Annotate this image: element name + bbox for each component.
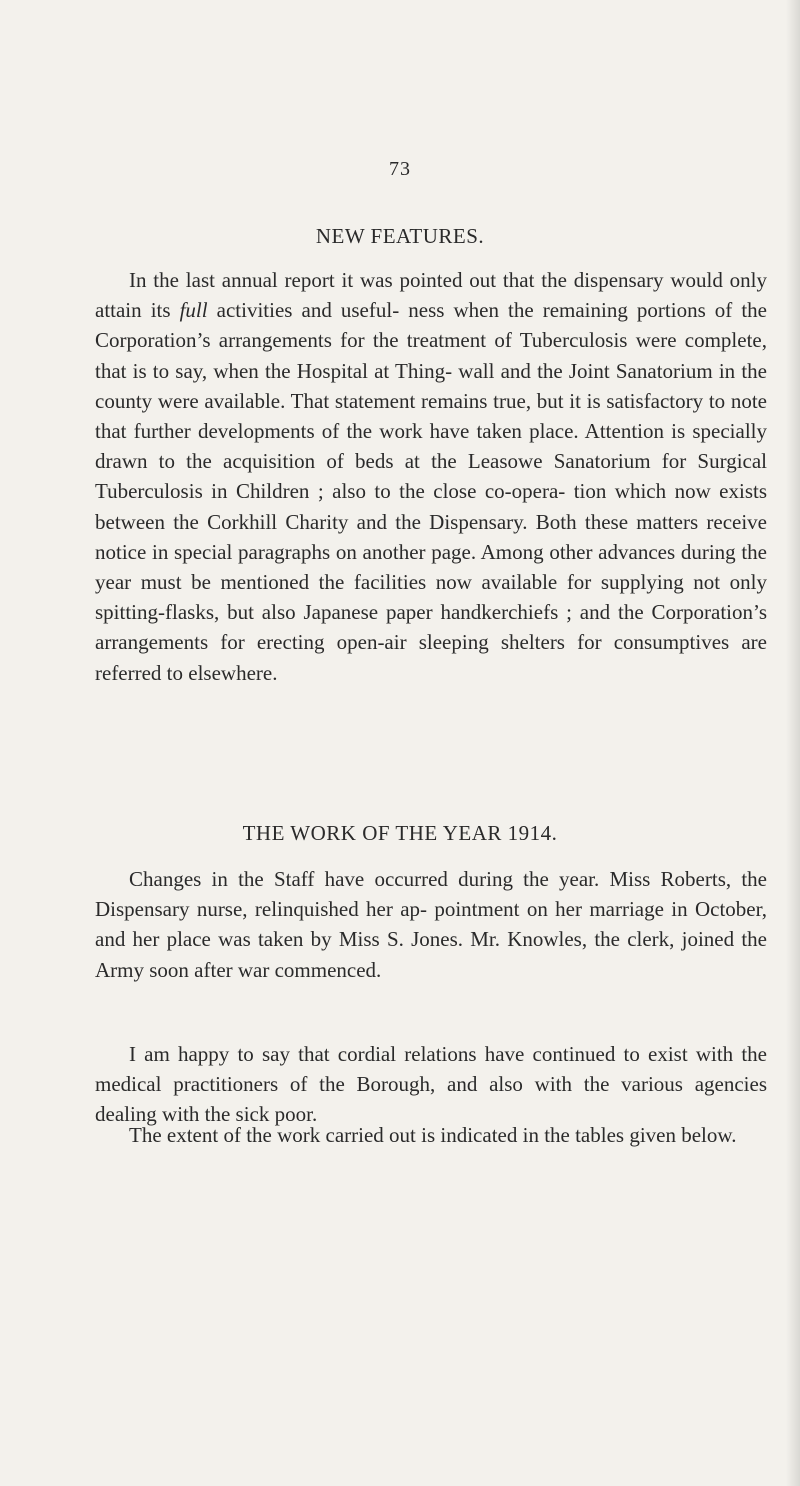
paragraph-extent-of-work: The extent of the work carried out is indicated in the tables given below. — [129, 1123, 737, 1147]
page-edge-shadow — [786, 0, 800, 1486]
section-heading-work-of-year: THE WORK OF THE YEAR 1914. — [242, 821, 558, 845]
emphasis-text: full — [179, 298, 208, 323]
section-heading-new-features: NEW FEATURES. — [315, 224, 485, 248]
paragraph-staff-changes: Changes in the Staff have occurred during the year. Miss Roberts, the Dispensary nurse, relinquished her ap- pointment on her marriage in October, and her place was taken by Miss S. Jones. Mr. Knowles, the clerk, joined the Army soon after war commenced. — [95, 867, 767, 982]
paragraph-text: In the last annual report it was pointed out that the dispensary would only attain its — [95, 268, 767, 323]
page-number: 73 — [389, 158, 411, 180]
paragraph-text: activities and useful- ness when the remaining portions of the Corporation’s arrangements for the treatment of Tuberculosis were complete, that is to say, when the Hospital at Thing- wall and the Joint Sanatorium in the county were available. That statement remains true, but it is satisfactory to note that further developments of the work have taken place. Attention is specially drawn to the acquisition of beds at the Leasowe Sanatorium for Surgical Tuberculosis in Children ; also to the close co-opera- tion which now exists between the Corkhill Charity and the Dispensary. Both these matters receive notice in special paragraphs on another page. Among other advances during the year must be mentioned the facilities now available for supplying not only spitting-flasks, but also Japanese paper handkerchiefs ; and the Corporation’s arrangements for erecting open-air sleeping shelters for consumptives are referred to elsewhere. — [95, 298, 767, 685]
paragraph-relations: I am happy to say that cordial relations have continued to exist with the medical practitioners of the Borough, and also with the various agencies dealing with the sick poor. — [95, 1042, 767, 1127]
paragraph-new-features — [95, 265, 767, 688]
